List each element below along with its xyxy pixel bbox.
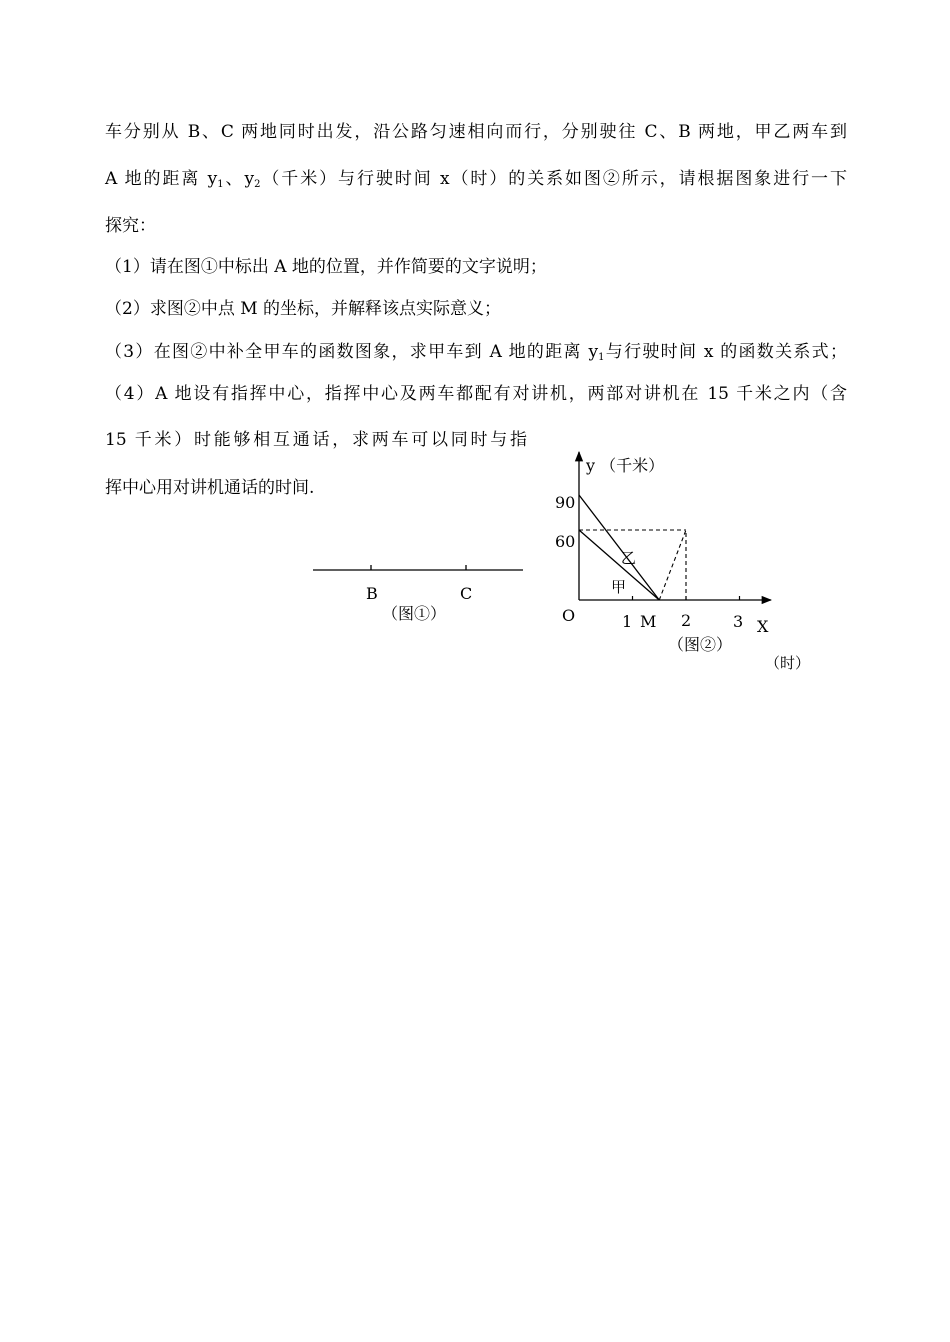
question-2: （2）求图②中点 M 的坐标，并解释该点实际意义； [105,299,502,319]
y-tick-90: 90 [555,493,576,512]
figure-2-caption: （图②） [668,635,733,654]
label-b: B [366,584,378,603]
subscript-q3: 1 [598,352,605,363]
figure-1-caption: （图①） [382,604,447,623]
dashed-guide-2 [659,530,686,600]
x-tick-1: 1 [622,612,633,631]
point-m-label: M [640,612,657,631]
question-3b: 与行驶时间 x 的函数关系式； [604,342,847,362]
x-unit-label: （时） [765,654,811,672]
question-1: （1）请在图①中标出 A 地的位置，并作简要的文字说明； [105,257,547,277]
origin-label: O [562,606,576,625]
problem-line-3: 探究： [105,216,156,236]
figure-1 [313,565,523,623]
line-yi-label: 乙 [621,549,637,567]
figure-2 [555,452,810,672]
x-axis-label: X [757,617,769,636]
question-4-end: 挥中心用对讲机通话的时间. [105,478,315,498]
question-3a: （3）在图②中补全甲车的函数图象，求甲车到 A 地的距离 y [105,342,599,362]
y-tick-60: 60 [555,532,576,551]
y-axis-label: y （千米） [586,456,665,475]
problem-line-1: 车分别从 B、C 两地同时出发，沿公路匀速相向而行，分别驶往 C、B 两地，甲乙两车到 [105,122,847,142]
question-4: （4）A 地设有指挥中心，指挥中心及两车都配有对讲机，两部对讲机在 15 千米之内（含 [105,384,847,404]
problem-line-2c: （千米）与行驶时间 x（时）的关系如图②所示，请根据图象进行一下 [260,169,847,189]
problem-line-2a: A 地的距离 y [105,169,218,189]
label-c: C [460,584,473,603]
problem-line-2b: 、y [223,169,255,189]
line-jia-label: 甲 [611,578,627,596]
x-tick-2: 2 [681,611,692,630]
x-tick-3: 3 [733,612,744,631]
subscript-1: 1 [217,179,224,190]
subscript-2: 2 [254,179,261,190]
question-4-cont: 15 千米）时能够相互通话，求两车可以同时与指 [105,430,527,450]
